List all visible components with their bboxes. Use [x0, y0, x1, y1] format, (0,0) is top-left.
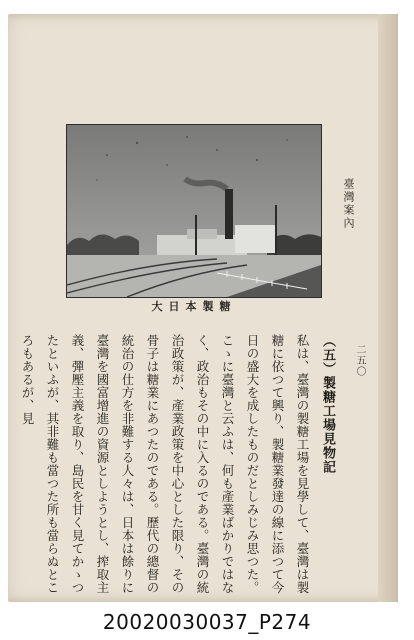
photo-caption: 大日本製糖: [151, 300, 237, 313]
running-head: 臺灣案內: [342, 178, 355, 230]
paragraph: こゝに臺灣と云ふは、何も產業ばかりではなく、政治もその中に入るのである。臺灣の統治政策が、產業政策を中心とした限り、その骨子は糖業にあつたのである。歷代の總督の統治の仕方を非難する人々は、日本は餘りに臺灣を國富增進の資源としようとし、搾取主義、彈壓主義を取り、島民を甘く見てかゝつたといふが、其非難も當つた所も當らぬところもあるが、見: [20, 334, 235, 594]
page-number: 二五〇: [354, 344, 365, 377]
archive-id: 20020030037_P274: [102, 610, 312, 634]
page-edge: [378, 14, 398, 602]
body-text: [20, 334, 340, 596]
paragraph: 私は、臺灣の製糖工場を見學して、臺灣は製糖に依つて興り、製糖業發達の線に添つて今日の盛大を成したものだとしみじみ思つた。: [245, 334, 310, 594]
section-title: （五）製糖工場見物記: [320, 334, 335, 474]
factory-photo: [66, 124, 322, 298]
